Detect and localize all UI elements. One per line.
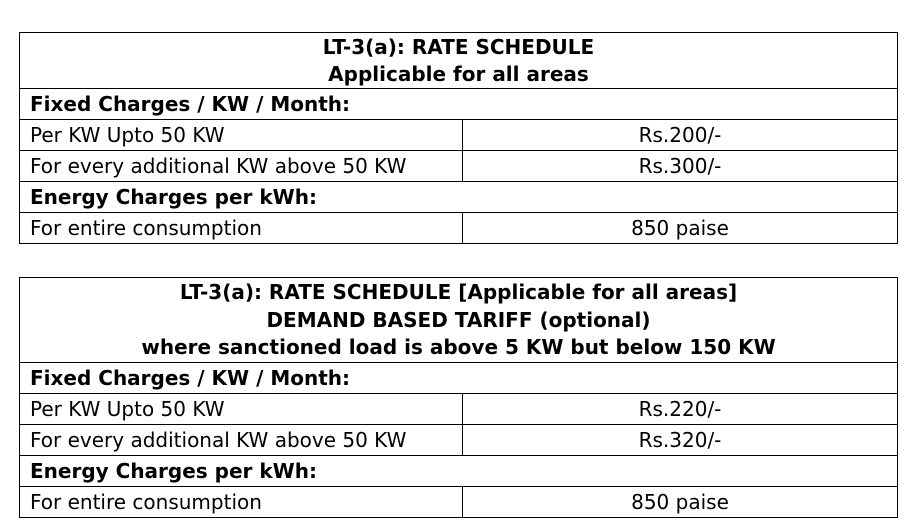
table-row bbox=[20, 394, 898, 425]
heading-line: Applicable for all areas bbox=[328, 62, 589, 86]
fixed-charges-heading: Fixed Charges / KW / Month: bbox=[20, 89, 898, 120]
section-row bbox=[20, 182, 898, 213]
row-label: Per KW Upto 50 KW bbox=[20, 120, 463, 151]
table-row bbox=[20, 425, 898, 456]
section-row bbox=[20, 363, 898, 394]
rate-schedule-table bbox=[19, 32, 898, 244]
table-row bbox=[20, 213, 898, 244]
row-label: For every additional KW above 50 KW bbox=[20, 425, 463, 456]
heading-line: LT-3(a): RATE SCHEDULE bbox=[322, 35, 595, 59]
energy-charges-heading: Energy Charges per kWh: bbox=[20, 456, 898, 487]
table-heading bbox=[20, 33, 898, 89]
section-row bbox=[20, 89, 898, 120]
row-value: Rs.300/- bbox=[463, 151, 898, 182]
section-row bbox=[20, 456, 898, 487]
row-value: Rs.320/- bbox=[463, 425, 898, 456]
table-heading-row bbox=[20, 33, 898, 89]
row-label: For every additional KW above 50 KW bbox=[20, 151, 463, 182]
energy-charges-heading: Energy Charges per kWh: bbox=[20, 182, 898, 213]
heading-line: where sanctioned load is above 5 KW but below 150 KW bbox=[141, 335, 776, 360]
demand-based-tariff-table bbox=[19, 277, 898, 518]
table-heading-row bbox=[20, 278, 898, 363]
table-row bbox=[20, 120, 898, 151]
row-label: For entire consumption bbox=[20, 487, 463, 518]
row-label: For entire consumption bbox=[20, 213, 463, 244]
row-label: Per KW Upto 50 KW bbox=[20, 394, 463, 425]
row-value: 850 paise bbox=[463, 213, 898, 244]
table-heading bbox=[20, 278, 898, 363]
table-row bbox=[20, 487, 898, 518]
heading-line: LT-3(a): RATE SCHEDULE [Applicable for all areas] bbox=[179, 280, 738, 305]
table-row bbox=[20, 151, 898, 182]
row-value: Rs.220/- bbox=[463, 394, 898, 425]
row-value: Rs.200/- bbox=[463, 120, 898, 151]
row-value: 850 paise bbox=[463, 487, 898, 518]
fixed-charges-heading: Fixed Charges / KW / Month: bbox=[20, 363, 898, 394]
heading-line: DEMAND BASED TARIFF (optional) bbox=[266, 307, 651, 332]
